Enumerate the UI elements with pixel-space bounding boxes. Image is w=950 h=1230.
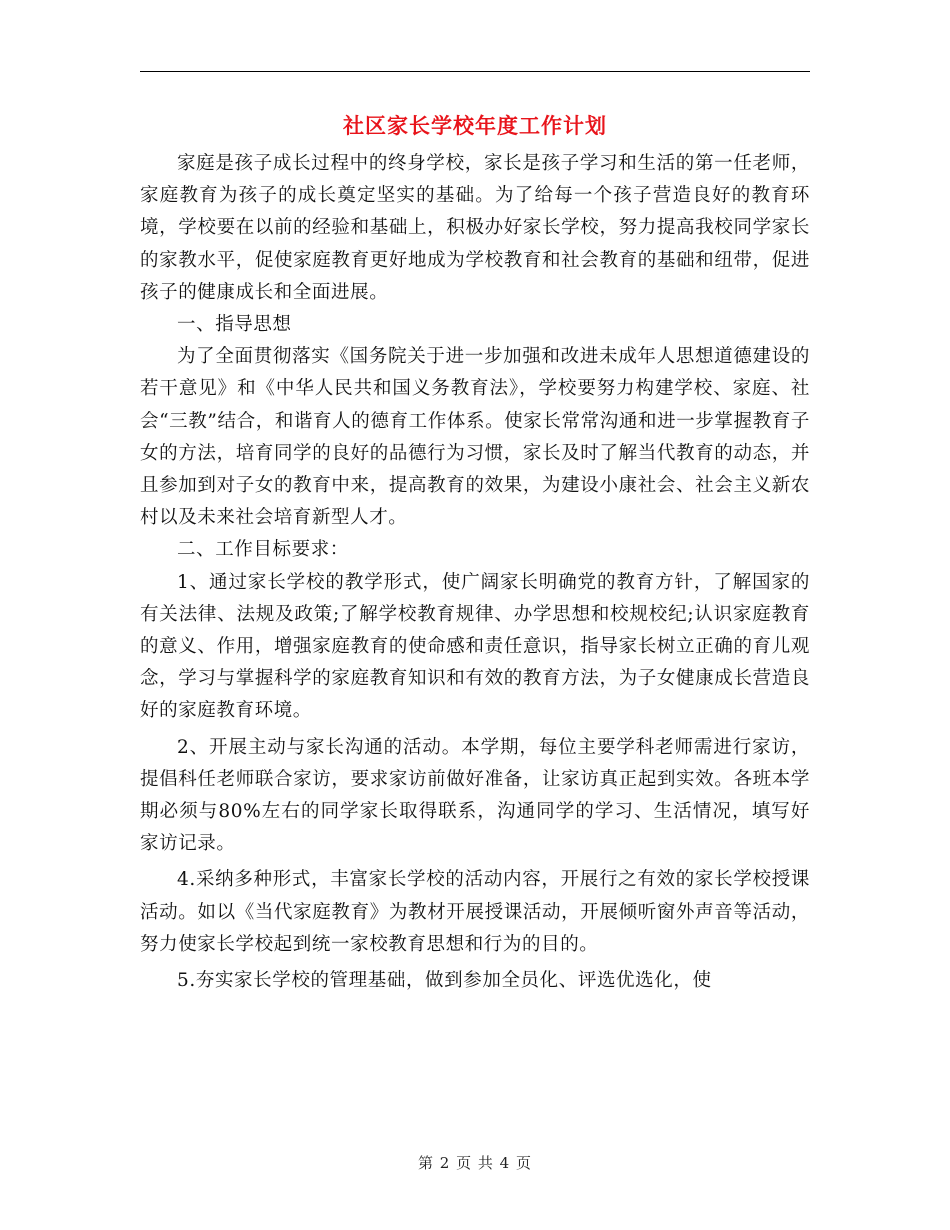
document-title: 社区家长学校年度工作计划: [343, 113, 607, 138]
goal-item-2: 2、开展主动与家长沟通的活动。本学期，每位主要学科老师需进行家访，提倡科任老师联合家访，要求家访前做好准备，让家访真正起到实效。各班本学期必须与80%左右的同学家长取得联系，沟通同学的学习、生活情况，填写好家访记录。: [140, 736, 810, 855]
goal-item-4: 4.采纳多种形式，丰富家长学校的活动内容，开展行之有效的家长学校授课活动。如以《当代家庭教育》为教材开展授课活动，开展倾听窗外声音等活动，努力使家长学校起到统一家校教育思想和行为的目的。: [140, 869, 810, 955]
goal-item-5: 5.夯实家长学校的管理基础，做到参加全员化、评选优选化，使: [177, 970, 712, 992]
guiding-ideology-paragraph: 为了全面贯彻落实《国务院关于进一步加强和改进未成年人思想道德建设的若干意见》和《中华人民共和国义务教育法》，学校要努力构建学校、家庭、社会“三教”结合，和谐育人的德育工作体系。使家长常常沟通和进一步掌握教育子女的方法，培育同学的良好的品德行为习惯，家长及时了解当代教育的动态，并且参加到对子女的教育中来，提高教育的效果，为建设小康社会、社会主义新农村以及未来社会培育新型人才。: [140, 346, 810, 529]
section-heading-work-goals: 二、工作目标要求：: [177, 539, 349, 561]
document-body: [140, 148, 810, 997]
page-number-footer: 第 2 页 共 4 页: [418, 1154, 532, 1172]
goal-item-1: 1、通过家长学校的教学形式，使广阔家长明确党的教育方针，了解国家的有关法律、法规及政策;了解学校教育规律、办学思想和校规校纪;认识家庭教育的意义、作用，增强家庭教育的使命感和责任意识，指导家长树立正确的育儿观念，学习与掌握科学的家庭教育知识和有效的教育方法，为子女健康成长营造良好的家庭教育环境。: [140, 571, 810, 722]
section-heading-guiding-ideology: 一、指导思想: [177, 314, 292, 336]
header-rule: [140, 71, 810, 72]
intro-paragraph: 家庭是孩子成长过程中的终身学校，家长是孩子学习和生活的第一任老师，家庭教育为孩子的成长奠定坚实的基础。为了给每一个孩子营造良好的教育环境，学校要在以前的经验和基础上，积极办好家长学校，努力提高我校同学家长的家教水平，促使家庭教育更好地成为学校教育和社会教育的基础和纽带，促进孩子的健康成长和全面进展。: [140, 153, 810, 303]
